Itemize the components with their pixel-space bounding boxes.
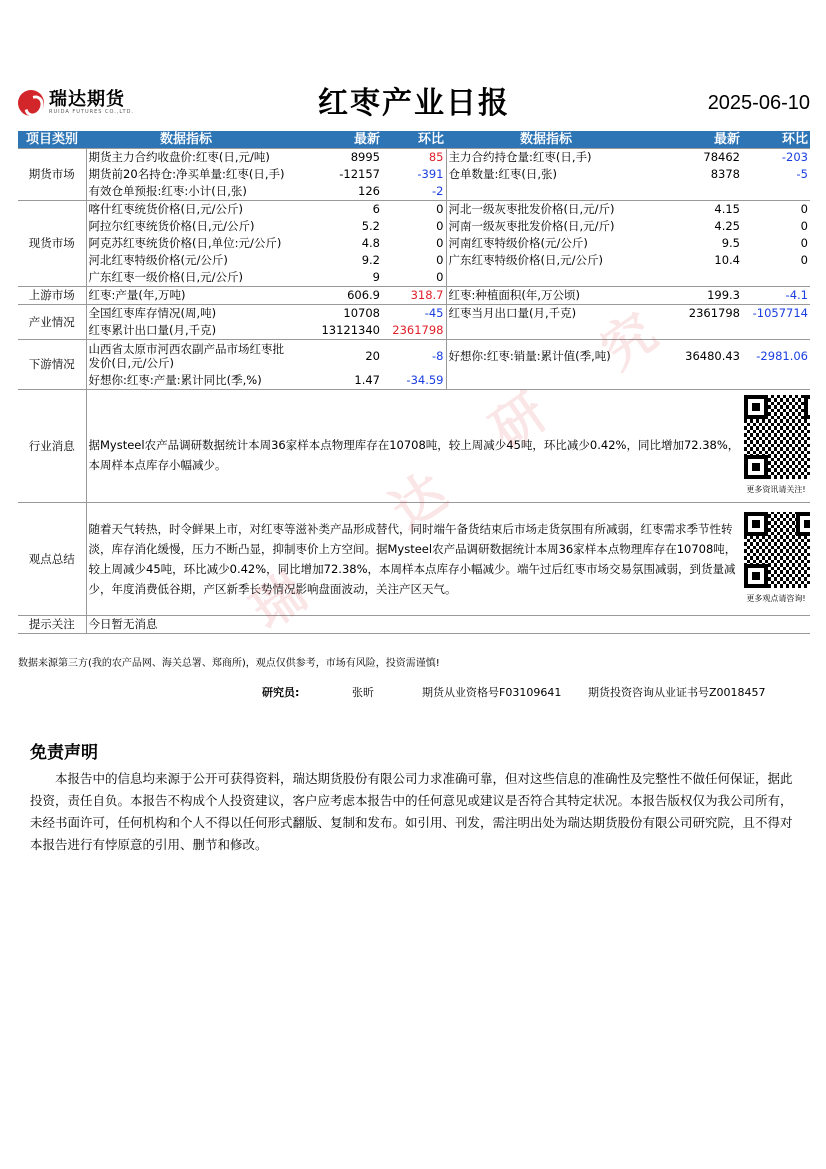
- change-value: [742, 183, 810, 201]
- logo-name: 瑞达期货: [49, 88, 125, 110]
- indicator-name: 期货前20名持仓:净买单量:红枣(日,手): [88, 167, 285, 181]
- change-value: 2361798: [392, 323, 444, 337]
- col-indicator: 数据指标: [86, 131, 286, 149]
- latest-value: [646, 183, 742, 201]
- change-value: 85: [382, 149, 446, 167]
- tips-label: 提示关注: [18, 616, 86, 634]
- viewpoint-text: 随着天气转热，时令鲜果上市，对红枣等滋补类产品形成替代，同时端午备货结束后市场走货氛围有所减弱，红枣需求季节性转淡，库存消化缓慢，压力不断凸显，抑制枣价上方空间。据Mysteel农产品调研数据统计本周36家样本点物理库存在10708吨，较上周减少45吨，环比减少0.42%，同比增加72.38%，本周样本点库存小幅减少。端午过后红枣市场交易氛围减弱，到货量减少，年度消费低谷期，产区新季长势情况影响盘面波动，关注产区天气。: [86, 503, 742, 616]
- latest-value: 10.4: [714, 253, 740, 267]
- indicator-name: 阿克苏红枣统货价格(日,单位:元/公斤): [88, 236, 282, 250]
- watermark-char: 瑞: [240, 562, 318, 642]
- change-value: 0: [436, 236, 444, 250]
- table-row: [18, 372, 810, 390]
- change-value: 0: [436, 219, 444, 233]
- latest-value: 4.8: [361, 236, 380, 250]
- latest-value: 2361798: [646, 305, 742, 323]
- category-cell: 下游情况: [18, 340, 86, 390]
- disclaimer-title: 免责声明: [30, 743, 98, 763]
- indicator-name: 好想你:红枣:产量:累计同比(季,%): [88, 373, 262, 387]
- table-row: [18, 252, 810, 269]
- latest-value: [646, 372, 742, 390]
- watermark-char: 究: [590, 302, 668, 382]
- change-value: 318.7: [382, 287, 446, 305]
- indicator-name: [446, 269, 646, 287]
- table-row: [18, 322, 810, 340]
- indicator-name: 红枣累计出口量(月,千克): [88, 323, 217, 337]
- indicator-name: 主力合约持仓量:红枣(日,手): [446, 149, 646, 167]
- page-title: 红枣产业日报: [318, 86, 510, 121]
- change-value: [742, 269, 810, 287]
- data-table: [18, 131, 810, 634]
- latest-value: 9: [372, 270, 380, 284]
- latest-value: 8378: [710, 167, 740, 181]
- category-cell: 产业情况: [18, 305, 86, 340]
- latest-value: -12157: [339, 167, 380, 181]
- change-value: 0: [436, 253, 444, 267]
- indicator-name: [446, 322, 646, 340]
- indicator-name: 有效仓单预报:红枣:小计(日,张): [88, 184, 247, 198]
- change-value: -4.1: [742, 287, 810, 305]
- latest-value: 20: [286, 340, 382, 373]
- qr-caption: 更多观点请咨询!: [746, 594, 806, 603]
- qr-code-icon: [744, 395, 810, 479]
- report-date: 2025-06-10: [707, 92, 810, 114]
- indicator-name: 红枣当月出口量(月,千克): [446, 305, 646, 323]
- indicator-name: 阿拉尔红枣统货价格(日,元/公斤): [88, 219, 255, 233]
- researcher-license: 期货从业资格号F03109641: [422, 686, 562, 699]
- change-value: -1057714: [742, 305, 810, 323]
- latest-value: 78462: [646, 149, 742, 167]
- change-value: -203: [742, 149, 810, 167]
- latest-value: 9.5: [721, 236, 740, 250]
- indicator-name: [446, 183, 646, 201]
- researcher-label: 研究员:: [262, 686, 300, 699]
- indicator-name: 红枣:产量(年,万吨): [86, 287, 286, 305]
- watermark-char: 研: [480, 382, 558, 462]
- latest-value: 5.2: [361, 219, 380, 233]
- data-source-note: 数据来源第三方(我的农产品网、海关总署、郑商所)，观点仅供参考，市场有风险，投资需谨慎!: [18, 658, 440, 669]
- indicator-name: 广东红枣一级价格(日,元/公斤): [88, 270, 244, 284]
- category-cell: 现货市场: [18, 201, 86, 287]
- latest-value: 10708: [286, 305, 382, 323]
- indicator-name: 广东红枣特级价格(日,元/公斤): [446, 252, 646, 269]
- indicator-name: 河南红枣特级价格(元/公斤): [446, 235, 646, 252]
- change-value: 0: [800, 236, 808, 250]
- latest-value: 9.2: [361, 253, 380, 267]
- qr-caption: 更多资讯请关注!: [746, 485, 806, 494]
- qr-code-icon: [744, 512, 810, 588]
- latest-value: 4.15: [646, 201, 742, 219]
- change-value: 0: [742, 201, 810, 219]
- col-indicator-right: 数据指标: [446, 131, 646, 149]
- change-value: -2981.06: [742, 340, 810, 373]
- indicator-name: 河南一级灰枣批发价格(日,元/斤): [446, 218, 646, 235]
- table-row: [18, 269, 810, 287]
- col-latest: 最新: [286, 131, 382, 149]
- table-row: [18, 201, 810, 219]
- table-row: [18, 235, 810, 252]
- indicator-name: 全国红枣库存情况(周,吨): [86, 305, 286, 323]
- table-row: [18, 305, 810, 323]
- viewpoint-row: [18, 503, 810, 616]
- logo-english: RUIDA FUTURES CO.,LTD.: [49, 108, 135, 115]
- industry-news-text: 据Mysteel农产品调研数据统计本周36家样本点物理库存在10708吨，较上周减少45吨，环比减少0.42%，同比增加72.38%，本周样本点库存小幅减少。: [86, 390, 742, 503]
- indicator-name: 喀什红枣统货价格(日,元/公斤): [86, 201, 286, 219]
- change-value: -2: [432, 184, 444, 198]
- change-value: 0: [800, 219, 808, 233]
- indicator-name: 红枣:种植面积(年,万公顷): [446, 287, 646, 305]
- tips-row: [18, 616, 810, 634]
- change-value: 0: [800, 253, 808, 267]
- latest-value: 126: [358, 184, 380, 198]
- disclaimer-text: 本报告中的信息均来源于公开可获得资料，瑞达期货股份有限公司力求准确可靠，但对这些信息的准确性及完整性不做任何保证，据此投资，责任自负。本报告不构成个人投资建议，客户应考虑本报告中的任何意见或建议是否符合其特定状况。本报告版权仅为我公司所有，未经书面许可，任何机构和个人不得以任何形式翻版、复制和发布。如引用、刊发，需注明出处为瑞达期货股份有限公司研究院，且不得对本报告进行有悖原意的引用、删节和修改。: [30, 771, 793, 852]
- table-row: [18, 340, 810, 373]
- watermark-char: 达: [380, 462, 458, 542]
- latest-value: 606.9: [286, 287, 382, 305]
- change-value: -5: [796, 167, 808, 181]
- category-cell: 期货市场: [18, 149, 86, 201]
- latest-value: 199.3: [646, 287, 742, 305]
- indicator-name: [446, 372, 646, 390]
- change-value: [742, 372, 810, 390]
- col-category: 项目类别: [18, 131, 86, 149]
- indicator-name: 山西省太原市河西农副产品市场红枣批发价(日,元/公斤): [86, 340, 286, 373]
- table-row: [18, 218, 810, 235]
- researcher-consult-license: 期货投资咨询从业证书号Z0018457: [588, 686, 766, 699]
- latest-value: 13121340: [321, 323, 380, 337]
- table-row: [18, 166, 810, 183]
- change-value: 0: [382, 201, 446, 219]
- table-row: [18, 287, 810, 305]
- indicator-name: 期货主力合约收盘价:红枣(日,元/吨): [86, 149, 286, 167]
- col-change: 环比: [382, 131, 446, 149]
- latest-value: 6: [286, 201, 382, 219]
- indicator-name: 好想你:红枣:销量:累计值(季,吨): [446, 340, 646, 373]
- change-value: -45: [382, 305, 446, 323]
- latest-value: [646, 269, 742, 287]
- report-header: [18, 78, 810, 128]
- tips-text: 今日暂无消息: [86, 616, 810, 634]
- change-value: -391: [417, 167, 444, 181]
- indicator-name: 河北红枣特级价格(元/公斤): [88, 253, 228, 267]
- category-cell: 上游市场: [18, 287, 86, 305]
- col-latest-right: 最新: [646, 131, 742, 149]
- researcher-name: 张昕: [352, 686, 374, 699]
- table-row: [18, 183, 810, 201]
- change-value: -8: [382, 340, 446, 373]
- viewpoint-label: 观点总结: [18, 503, 86, 616]
- latest-value: 4.25: [714, 219, 740, 233]
- table-header-row: [18, 131, 810, 149]
- latest-value: 36480.43: [646, 340, 742, 373]
- industry-news-row: [18, 390, 810, 503]
- change-value: 0: [436, 270, 444, 284]
- latest-value: [646, 322, 742, 340]
- latest-value: 1.47: [354, 373, 380, 387]
- change-value: [742, 322, 810, 340]
- industry-news-label: 行业消息: [18, 390, 86, 503]
- indicator-name: 仓单数量:红枣(日,张): [446, 166, 646, 183]
- latest-value: 8995: [286, 149, 382, 167]
- col-change-right: 环比: [742, 131, 810, 149]
- table-row: [18, 149, 810, 167]
- indicator-name: 河北一级灰枣批发价格(日,元/斤): [446, 201, 646, 219]
- change-value: -34.59: [406, 373, 444, 387]
